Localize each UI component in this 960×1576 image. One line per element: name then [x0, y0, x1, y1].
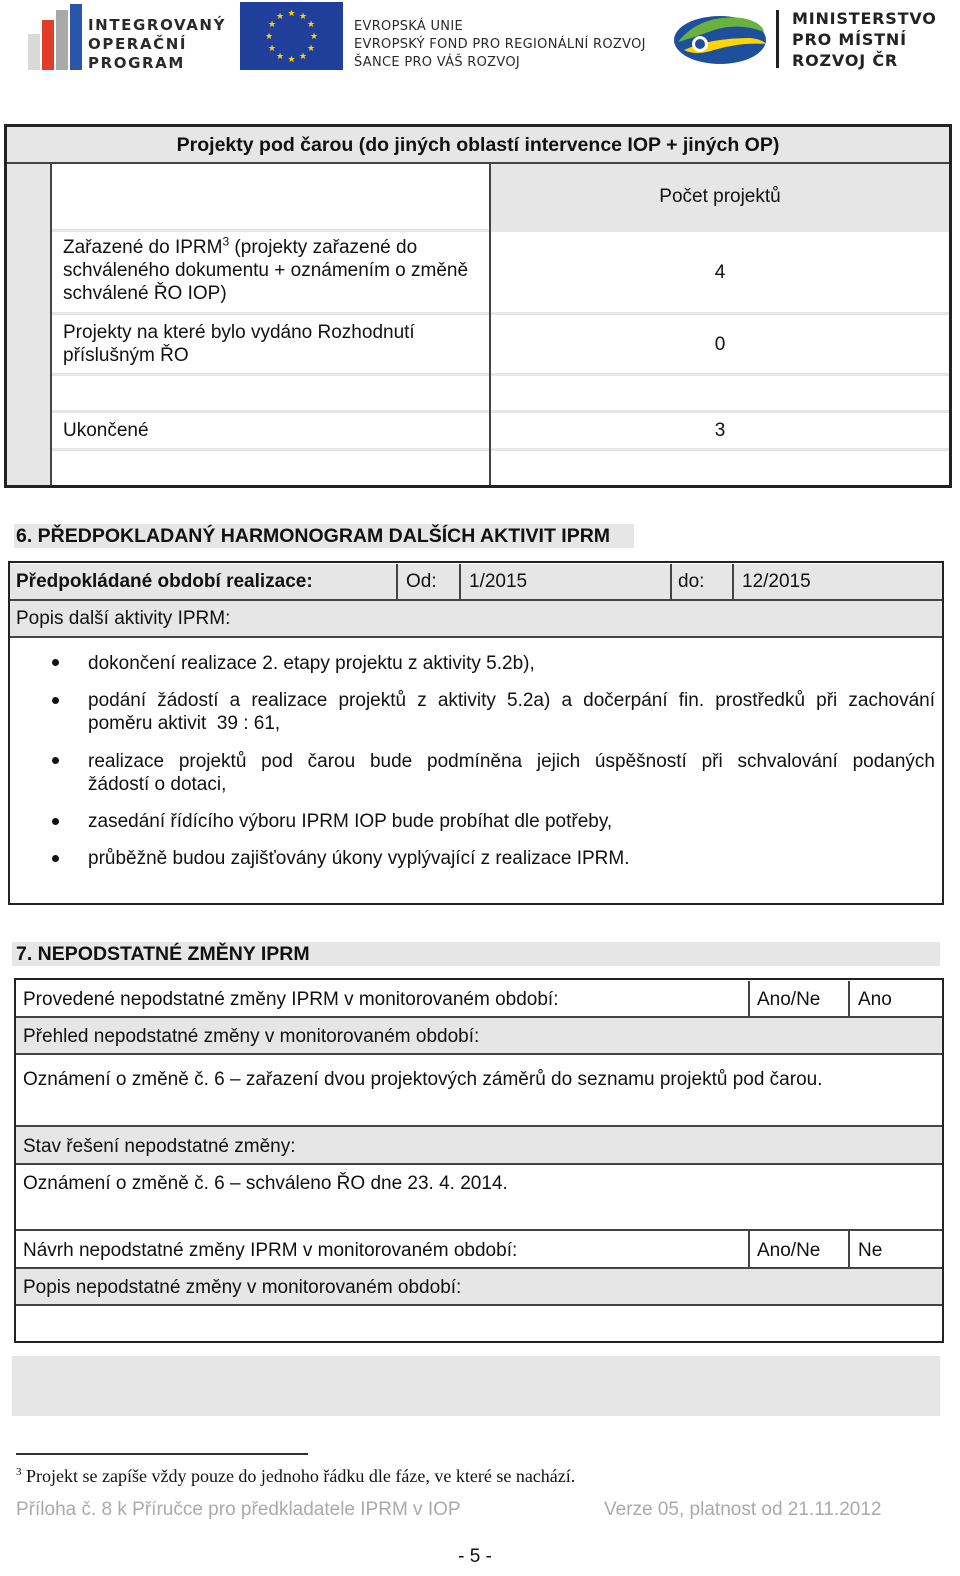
- mmr-divider: [776, 10, 779, 68]
- row-label-included: Zařazené do IPRM$^3$ (projekty zařazené do schváleného dokumentu + oznámením o změně schválené ŘO IOP): [63, 234, 469, 304]
- svg-text:★: ★: [267, 44, 277, 54]
- eu-logo-text: EVROPSKÁ UNIE EVROPSKÝ FOND PRO REGIONÁLNÍ ROZVOJ ŠANCE PRO VÁŠ ROZVOJ: [354, 19, 646, 70]
- period-divider-4: [732, 564, 734, 600]
- svg-text:★: ★: [267, 20, 277, 30]
- desc-label: Popis další aktivity IPRM:: [16, 608, 231, 629]
- proposal-desc-label: Popis nepodstatné změny v monitorovaném období:: [23, 1277, 462, 1298]
- done-value: Ano: [858, 989, 892, 1010]
- from-label: Od:: [406, 571, 437, 592]
- proposal-row-bottom: [16, 1267, 942, 1269]
- cell-bottom-value: [491, 451, 949, 485]
- cell-spacer-value: [491, 376, 949, 410]
- footer-left: Příloha č. 8 k Příručce pro předkladatele IPRM v IOP: [16, 1499, 461, 1520]
- bullet-item: dokončení realizace 2. etapy projektu z aktivity 5.2b),: [88, 653, 535, 674]
- period-label: Předpokládané období realizace:: [16, 571, 313, 592]
- done-row-bottom: [16, 1016, 942, 1018]
- period-divider-1: [396, 564, 398, 600]
- proposal-divider-2: [848, 1231, 850, 1267]
- row-label-decided: Projekty na které bylo vydáno Rozhodnutí příslušným ŘO: [63, 322, 415, 366]
- svg-text:★: ★: [275, 12, 285, 22]
- eu-flag-icon: [240, 2, 343, 70]
- state-text: Oznámení o změně č. 6 – schváleno ŘO dne 23. 4. 2014.: [23, 1173, 508, 1194]
- mmr-logo-text: MINISTERSTVO PRO MÍSTNÍ ROZVOJ ČR: [792, 9, 937, 70]
- desc-row-bottom: [10, 636, 942, 638]
- proposal-divider-1: [748, 1231, 750, 1267]
- proposal-desc-bottom: [16, 1304, 942, 1306]
- svg-text:★: ★: [287, 55, 296, 65]
- done-divider-2: [848, 981, 850, 1017]
- mmr-logo-icon: [670, 8, 770, 68]
- period-divider-2: [459, 564, 461, 600]
- bullet-item: zasedání řídícího výboru IPRM IOP bude probíhat dle potřeby,: [88, 811, 613, 832]
- proposal-value: Ne: [858, 1240, 883, 1261]
- section7-heading: 7. NEPODSTATNÉ ZMĚNY IPRM: [16, 943, 310, 965]
- page-number: - 5 -: [458, 1546, 492, 1567]
- row-value-included: 4: [714, 262, 726, 283]
- bullet-item-continuation: žádostí o dotaci,: [88, 774, 227, 795]
- proposal-yn: Ano/Ne: [757, 1240, 821, 1261]
- svg-text:★: ★: [298, 52, 308, 62]
- to-value: 12/2015: [742, 571, 811, 592]
- svg-text:★: ★: [275, 52, 285, 62]
- cell-bottom-label: [52, 451, 489, 485]
- bullet-dot: [52, 818, 59, 825]
- to-label: do:: [678, 571, 705, 592]
- bullet-dot: [52, 659, 59, 666]
- count-header: Počet projektů: [659, 186, 781, 207]
- done-label: Provedené nepodstatné změny IPRM v monitorovaném období:: [23, 989, 559, 1010]
- bullet-item-continuation: poměru aktivit 39 : 61,: [88, 713, 281, 734]
- footnote-text: Projekt se zapíše vždy pouze do jednoho řádku dle fáze, ve které se nachází.: [26, 1466, 576, 1486]
- period-divider-3: [670, 564, 672, 600]
- bullet-item: průběžně budou zajišťovány úkony vyplývající z realizace IPRM.: [88, 848, 630, 869]
- blank-gray-block: [12, 1356, 940, 1416]
- state-row-bottom: [16, 1163, 942, 1165]
- period-row-divider: [10, 599, 942, 601]
- svg-text:★: ★: [309, 32, 319, 42]
- proposal-label: Návrh nepodstatné změny IPRM v monitorovaném období:: [23, 1240, 518, 1261]
- state-label: Stav řešení nepodstatné změny:: [23, 1136, 296, 1157]
- row-value-finished: 3: [714, 420, 726, 441]
- svg-text:★: ★: [264, 32, 274, 42]
- row-value-decided: 0: [714, 334, 726, 355]
- cell-header-label: [52, 164, 489, 229]
- bullet-item: realizace projektů pod čarou bude podmíněna jejich úspěšností při schvalování podaných: [88, 751, 935, 772]
- footnote: [16, 1465, 575, 1487]
- bullet-dot: [52, 757, 59, 764]
- section6-heading: 6. PŘEDPOKLADANÝ HARMONOGRAM DALŠÍCH AKTIVIT IPRM: [16, 525, 611, 547]
- from-value: 1/2015: [469, 571, 528, 592]
- iop-logo: [28, 4, 84, 70]
- svg-text:★: ★: [298, 12, 308, 22]
- svg-text:★: ★: [306, 20, 316, 30]
- bullet-item: podání žádostí a realizace projektů z aktivity 5.2a) a dočerpání fin. prostředků při zachování: [88, 690, 935, 711]
- overview-label: Přehled nepodstatné změny v monitorovaném období:: [23, 1026, 480, 1047]
- footnote-number: 3: [16, 1466, 22, 1478]
- footnote-rule: [16, 1453, 308, 1455]
- bullet-dot: [52, 697, 59, 704]
- overview-row-bottom: [16, 1053, 942, 1055]
- done-divider-1: [748, 981, 750, 1017]
- footer-right: Verze 05, platnost od 21.11.2012: [604, 1499, 882, 1520]
- state-text-bottom: [16, 1229, 942, 1231]
- iop-logo-text: INTEGROVANÝ OPERAČNÍ PROGRAM: [88, 16, 227, 72]
- overview-text: Oznámení o změně č. 6 – zařazení dvou projektových záměrů do seznamu projektů pod čarou.: [23, 1069, 823, 1090]
- svg-text:★: ★: [287, 9, 296, 19]
- bullet-dot: [52, 855, 59, 862]
- svg-text:★: ★: [306, 44, 316, 54]
- cell-spacer-label: [52, 376, 489, 410]
- done-yn: Ano/Ne: [757, 989, 821, 1010]
- row-label-finished: Ukončené: [63, 420, 149, 441]
- projects-table-title: Projekty pod čarou (do jiných oblastí intervence IOP + jiných OP): [176, 134, 780, 156]
